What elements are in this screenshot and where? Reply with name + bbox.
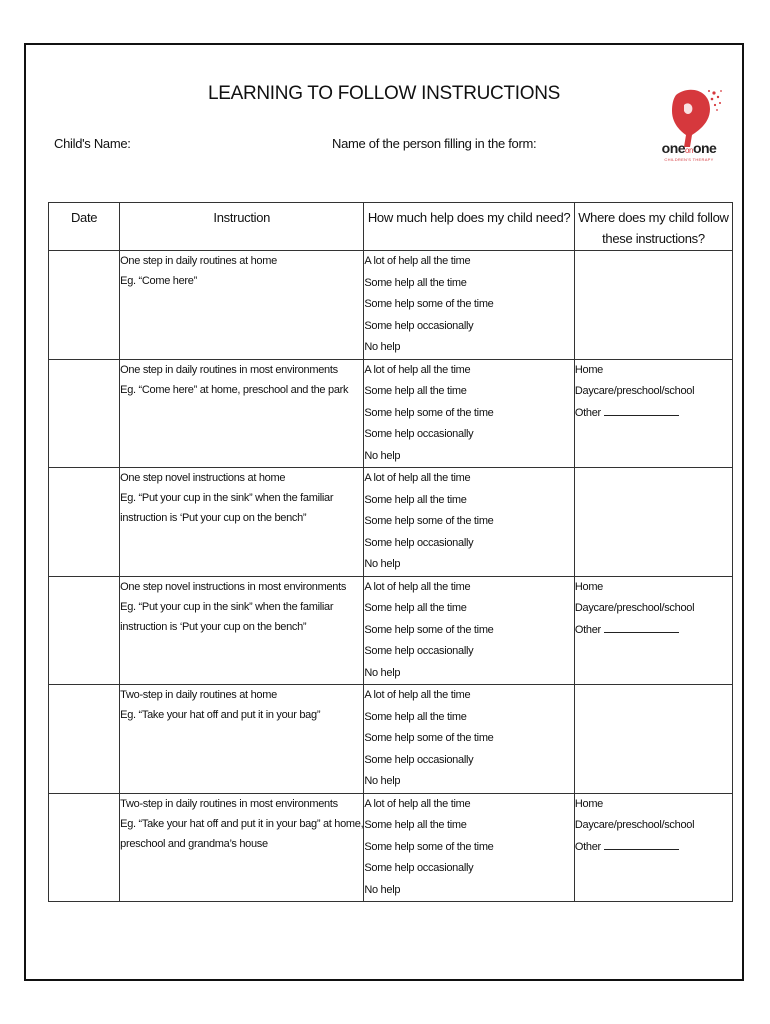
where-option-label: Other (574, 623, 601, 636)
header-date: Date (49, 203, 120, 251)
where-option[interactable] (575, 577, 732, 599)
instructions-table (48, 202, 733, 902)
help-option[interactable]: Some help some of the time (364, 732, 494, 744)
help-options-cell (364, 359, 575, 468)
where-option-label: Home (574, 797, 604, 810)
where-option[interactable] (575, 815, 732, 837)
help-option[interactable]: No help (364, 341, 401, 353)
other-blank-field[interactable] (604, 620, 679, 633)
where-cell (574, 359, 732, 468)
help-option[interactable]: A lot of help all the time (364, 580, 471, 593)
table-row (49, 468, 733, 577)
where-option[interactable] (575, 620, 732, 642)
date-cell[interactable] (49, 468, 120, 577)
instruction-line: instruction is ‘Put your cup on the bench” (120, 512, 307, 524)
where-cell (574, 251, 732, 360)
other-blank-field[interactable] (604, 837, 679, 850)
where-option-label: Daycare/preschool/school (574, 385, 695, 397)
instruction-line: preschool and grandma’s house (120, 837, 268, 850)
instruction-line: Eg. “Put your cup in the sink” when the familiar (120, 600, 334, 613)
table-header-row (49, 203, 733, 251)
where-cell (574, 576, 732, 685)
where-option[interactable] (575, 403, 732, 425)
help-option[interactable]: A lot of help all the time (364, 689, 471, 701)
help-option[interactable]: A lot of help all the time (364, 363, 471, 376)
help-option[interactable]: Some help all the time (364, 710, 467, 723)
help-option[interactable]: Some help some of the time (364, 298, 494, 310)
help-option[interactable]: Some help some of the time (364, 840, 494, 853)
help-options-cell (364, 685, 575, 794)
instruction-line: Eg. “Take your hat off and put it in your bag” (120, 709, 321, 721)
help-option[interactable]: Some help all the time (364, 819, 467, 831)
help-option[interactable]: A lot of help all the time (364, 472, 471, 484)
instruction-line: Eg. “Come here” at home, preschool and the park (120, 383, 349, 396)
date-cell[interactable] (49, 793, 120, 902)
help-option[interactable]: Some help occasionally (364, 645, 474, 657)
help-option[interactable]: Some help some of the time (364, 406, 494, 419)
instruction-line: Eg. “Take your hat off and put it in your bag” at home, (120, 817, 364, 830)
instruction-line: Eg. “Come here” (120, 275, 197, 287)
table-row (49, 359, 733, 468)
help-option[interactable]: Some help occasionally (364, 862, 474, 874)
help-option[interactable]: Some help occasionally (364, 536, 474, 549)
where-option-label: Other (574, 840, 601, 853)
instruction-line: One step novel instructions at home (120, 472, 286, 484)
person-name-label: Name of the person filling in the form: (332, 136, 537, 151)
instruction-cell (120, 685, 364, 794)
where-option-label: Other (574, 406, 601, 419)
where-option[interactable] (575, 381, 732, 403)
child-name-label: Child's Name: (54, 136, 131, 151)
help-options-cell (364, 793, 575, 902)
date-cell[interactable] (49, 251, 120, 360)
instruction-line: Two-step in daily routines in most environments (120, 797, 338, 810)
instruction-cell (120, 468, 364, 577)
table-row (49, 685, 733, 794)
help-option[interactable]: Some help occasionally (364, 319, 474, 332)
where-option-label: Daycare/preschool/school (574, 602, 695, 614)
logo-subtitle: CHILDREN'S THERAPY (664, 157, 714, 162)
instruction-cell (120, 576, 364, 685)
where-cell (574, 468, 732, 577)
instruction-line: One step in daily routines at home (120, 255, 277, 267)
date-cell[interactable] (49, 685, 120, 794)
where-option-label: Home (574, 580, 604, 593)
help-option[interactable]: Some help occasionally (364, 428, 474, 440)
form-page (24, 43, 744, 981)
where-option[interactable] (575, 598, 732, 620)
where-cell (574, 685, 732, 794)
help-option[interactable]: No help (364, 449, 401, 462)
where-option-label: Home (574, 363, 604, 376)
where-option[interactable] (575, 794, 732, 816)
date-cell[interactable] (49, 359, 120, 468)
help-option[interactable]: Some help all the time (364, 385, 467, 397)
instruction-line: One step in daily routines in most environments (120, 363, 338, 376)
help-option[interactable]: No help (364, 558, 401, 570)
help-option[interactable]: A lot of help all the time (364, 255, 471, 267)
where-option-label: Daycare/preschool/school (574, 819, 695, 831)
instruction-line: One step novel instructions in most environments (120, 580, 347, 593)
instruction-line: instruction is ‘Put your cup on the bench” (120, 620, 307, 633)
instruction-cell (120, 793, 364, 902)
help-option[interactable]: A lot of help all the time (364, 797, 471, 810)
other-blank-field[interactable] (604, 403, 679, 416)
help-option[interactable]: Some help all the time (364, 602, 467, 614)
page-title: LEARNING TO FOLLOW INSTRUCTIONS (207, 83, 561, 104)
help-options-cell (364, 576, 575, 685)
help-options-cell (364, 251, 575, 360)
help-option[interactable]: No help (364, 883, 401, 896)
header-where: Where does my child follow these instructions? (574, 203, 732, 251)
help-option[interactable]: Some help occasionally (364, 753, 474, 766)
help-option[interactable]: Some help some of the time (364, 515, 494, 527)
date-cell[interactable] (49, 576, 120, 685)
help-option[interactable]: No help (364, 775, 401, 787)
instruction-cell (120, 359, 364, 468)
table-row (49, 576, 733, 685)
header-help: How much help does my child need? (364, 203, 575, 251)
table-row (49, 251, 733, 360)
instruction-line: Eg. “Put your cup in the sink” when the familiar (120, 492, 334, 504)
help-option[interactable]: Some help all the time (364, 276, 467, 289)
help-options-cell (364, 468, 575, 577)
logo-wordmark: oneonone (661, 140, 717, 156)
header-instruction: Instruction (120, 203, 364, 251)
help-option[interactable]: Some help all the time (364, 493, 467, 506)
where-option[interactable] (575, 837, 732, 859)
table-row (49, 793, 733, 902)
instruction-line: Two-step in daily routines at home (120, 689, 277, 701)
help-option[interactable]: Some help some of the time (364, 623, 494, 636)
help-option[interactable]: No help (364, 666, 401, 679)
where-option[interactable] (575, 360, 732, 382)
instruction-cell (120, 251, 364, 360)
where-cell (574, 793, 732, 902)
